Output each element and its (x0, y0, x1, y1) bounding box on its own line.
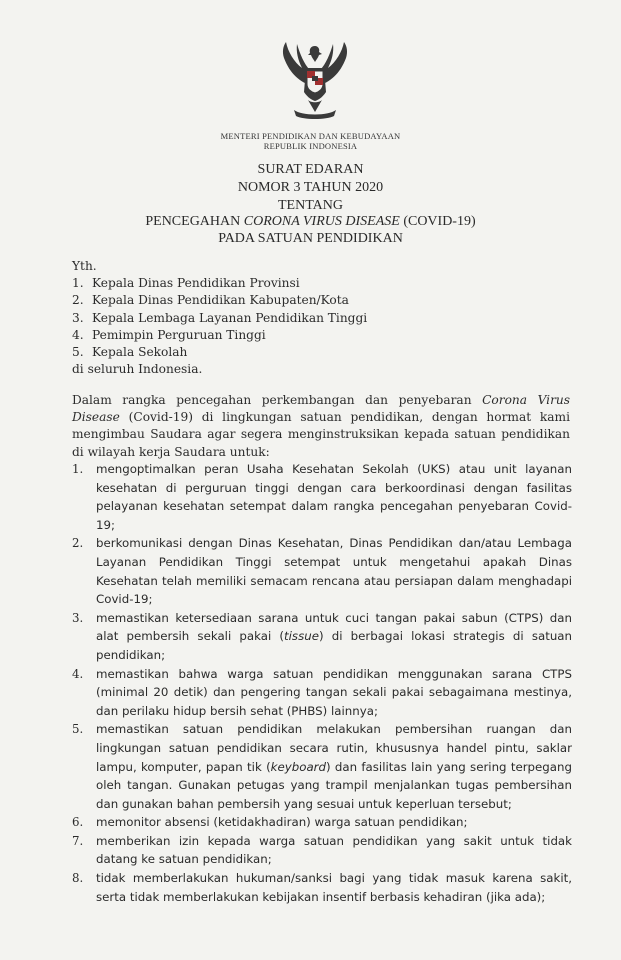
addressee-item: 2. Kepala Dinas Pendidikan Kabupaten/Kota (72, 293, 349, 308)
list-item: 4. memastikan bahwa warga satuan pendidikan menggunakan sarana CTPS (minimal 20 detik) dan pengering tangan sekali pakai sebagaimana mestinya, dan perilaku hidup bersih sehat (PHBS) lainnya; (72, 666, 572, 718)
doc-type-title: SURAT EDARAN (257, 162, 364, 177)
doc-number: NOMOR 3 TAHUN 2020 (237, 180, 384, 195)
addressee-closing: di seluruh Indonesia. (72, 362, 203, 377)
addressee-item: 1. Kepala Dinas Pendidikan Provinsi (72, 276, 300, 291)
addressee-item: 5. Kepala Sekolah (72, 345, 188, 360)
doc-subject-line2: PADA SATUAN PENDIDIKAN (218, 231, 403, 246)
ministry-country: REPUBLIK INDONESIA (263, 141, 358, 151)
salutation: Yth. (72, 259, 97, 273)
list-item: 5. memastikan satuan pendidikan melakukan pembersihan ruangan dan lingkungan satuan pendidikan secara rutin, khususnya handel pintu, saklar lampu, komputer, papan tik (keyboard) dan fasilitas lain yang sering terpegang oleh tangan. Gunakan petugas yang trampil menjalankan tugas pembersihan dan gunakan bahan pembersih yang sesuai untuk keperluan tersebut; (72, 722, 572, 811)
addressee-block (72, 258, 570, 378)
addressee-item: 4. Pemimpin Perguruan Tinggi (72, 327, 266, 342)
garuda-emblem-icon (270, 38, 360, 126)
instruction-list (72, 460, 572, 906)
intro-paragraph: Dalam rangka pencegahan perkembangan dan penyebaran Corona Virus Disease (Covid-19) di lingkungan satuan pendidikan, dengan hormat kami mengimbau Saudara agar segera menginstruksikan kepada satuan pendidikan di wilayah kerja Saudara untuk: (72, 393, 570, 459)
list-item: 6. memonitor absensi (ketidakhadiran) warga satuan pendidikan; (72, 815, 468, 830)
addressee-item: 3. Kepala Lembaga Layanan Pendidikan Tinggi (72, 310, 368, 325)
list-item: 7. memberikan izin kepada warga satuan pendidikan yang sakit untuk tidak datang ke satuan pendidikan; (72, 833, 572, 867)
doc-about-label: TENTANG (278, 198, 343, 213)
list-item: 8. tidak memberlakukan hukuman/sanksi bagi yang tidak masuk karena sakit, serta tidak memberlakukan kebijakan insentif berbasis kehadiran (jika ada); (72, 871, 572, 904)
list-item: 1. mengoptimalkan peran Usaha Kesehatan Sekolah (UKS) atau unit layanan kesehatan di perguruan tinggi dengan cara berkoordinasi dengan fasilitas pelayanan kesehatan setempat dalam rangka pencegahan penyebaran Covid-19; (72, 462, 572, 532)
list-item: 2. berkomunikasi dengan Dinas Kesehatan, Dinas Pendidikan dan/atau Lembaga Layanan Pendidikan Tinggi setempat untuk mengetahui apakah Dinas Kesehatan telah memiliki semacam rencana atau persiapan dalam menghadapi Covid-19; (72, 536, 572, 607)
list-item: 3. memastikan ketersediaan sarana untuk cuci tangan pakai sabun (CTPS) dan alat pembersih sekali pakai (tissue) di berbagai lokasi strategis di satuan pendidikan; (72, 610, 573, 662)
doc-subject-line1: PENCEGAHAN CORONA VIRUS DISEASE (COVID-19) (145, 214, 476, 229)
ministry-name: MENTERI PENDIDIKAN DAN KEBUDAYAAN (220, 131, 401, 141)
